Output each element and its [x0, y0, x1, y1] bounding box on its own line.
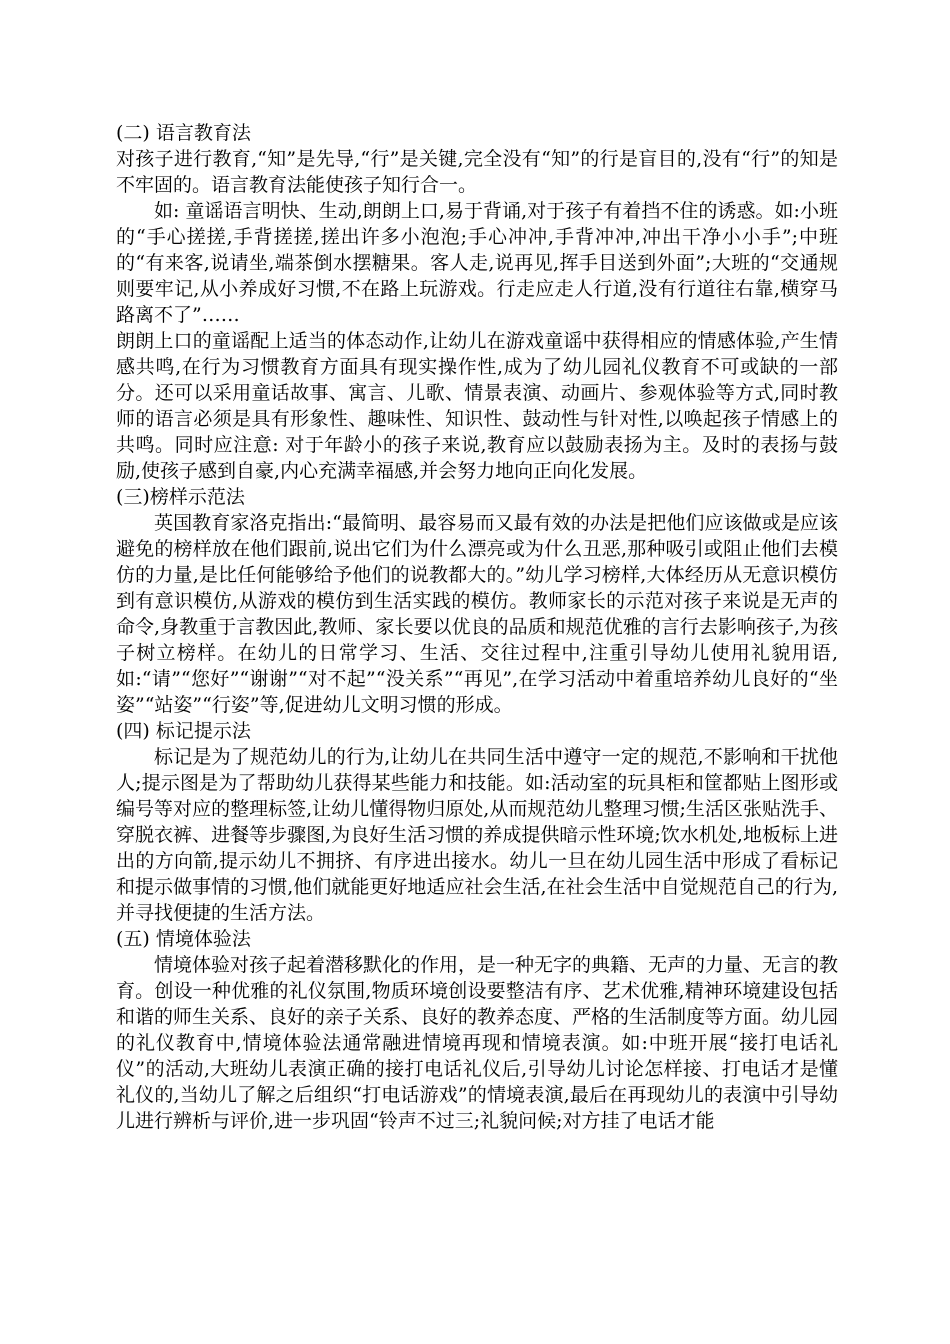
paragraph: 对孩子进行教育,“知”是先导,“行”是关键,完全没有“知”的行是盲目的,没有“行”的知是不牢固的。语言教育法能使孩子知行合一。 — [116, 148, 838, 196]
section-heading-language-education: (二) 语言教育法 — [116, 122, 251, 144]
section-heading-role-model: (三)榜样示范法 — [116, 486, 245, 508]
paragraph: 情境体验对孩子起着潜移默化的作用，是一种无字的典籍、无声的力量、无言的教育。创设一种优雅的礼仪氛围,物质环境创设要整洁有序、艺术优雅,精神环境建设包括和谐的师生关系、良好的亲子关系、良好的教养态度、严格的生活制度等方面。幼儿园的礼仪教育中,情境体验法通常融进情境再现和情境表演。如:中班开展“接打电话礼仪”的活动,大班幼儿表演正确的接打电话礼仪后,引导幼儿讨论怎样接、打电话才是懂礼仪的,当幼儿了解之后组织“打电话游戏”的情境表演,最后在再现幼儿的表演中引导幼儿进行辨析与评价,进一步巩固“铃声不过三;礼貌问候;对方挂了电话才能 — [116, 954, 839, 1132]
paragraph: 英国教育家洛克指出:“最简明、最容易而又最有效的办法是把他们应该做或是应该避免的榜样放在他们跟前,说出它们为什么漂亮或为什么丑恶,那种吸引或阻止他们去模仿的力量,是比任何能够给予他们的说教都大的。”幼儿学习榜样,大体经历从无意识模仿到有意识模仿,从游戏的模仿到生活实践的模仿。教师家长的示范对孩子来说是无声的命令,身教重于言教因此,教师、家长要以优良的品质和规范优雅的言行去影响孩子,为孩子树立榜样。在幼儿的日常学习、生活、交往过程中,注重引导幼儿使用礼貌用语,如:“请”“您好”“谢谢”“对不起”“没关系”“再见”,在学习活动中着重培养幼儿良好的“坐姿”“站姿”“行姿”等,促进幼儿文明习惯的形成。 — [116, 512, 838, 716]
section-heading-situational-experience: (五) 情境体验法 — [116, 928, 251, 950]
document-body — [116, 120, 838, 1134]
paragraph: 朗朗上口的童谣配上适当的体态动作,让幼儿在游戏童谣中获得相应的情感体验,产生情感共鸣,在行为习惯教育方面具有现实操作性,成为了幼儿园礼仪教育不可或缺的一部分。还可以采用童话故事、寓言、儿歌、情景表演、动画片、参观体验等方式,同时教师的语言必须是具有形象性、趣味性、知识性、鼓动性与针对性,以唤起孩子情感上的共鸣。同时应注意: 对于年龄小的孩子来说,教育应以鼓励表扬为主。及时的表扬与鼓励,使孩子感到自豪,内心充满幸福感,并会努力地向正向化发展。 — [116, 330, 838, 482]
section-heading-marker-prompt: (四) 标记提示法 — [116, 720, 251, 742]
paragraph: 标记是为了规范幼儿的行为,让幼儿在共同生活中遵守一定的规范,不影响和干扰他人;提示图是为了帮助幼儿获得某些能力和技能。如:活动室的玩具柜和筐都贴上图形或编号等对应的整理标签,让幼儿懂得物归原处,从而规范幼儿整理习惯;生活区张贴洗手、穿脱衣裤、进餐等步骤图,为良好生活习惯的养成提供暗示性环境;饮水机处,地板标上进出的方向箭,提示幼儿不拥挤、有序进出接水。幼儿一旦在幼儿园生活中形成了看标记和提示做事情的习惯,他们就能更好地适应社会生活,在社会生活中自觉规范自己的行为,并寻找便捷的生活方法。 — [116, 746, 838, 924]
paragraph: 如: 童谣语言明快、生动,朗朗上口,易于背诵,对于孩子有着挡不住的诱惑。如:小班的“手心搓搓,手背搓搓,搓出许多小泡泡;手心冲冲,手背冲冲,冲出干净小小手”;中班的“有来客,说请坐,端茶倒水摆糖果。客人走,说再见,挥手目送到外面”;大班的“交通规则要牢记,从小养成好习惯,不在路上玩游戏。行走应走人行道,没有行道往右靠,横穿马路离不了”…… — [116, 200, 838, 326]
